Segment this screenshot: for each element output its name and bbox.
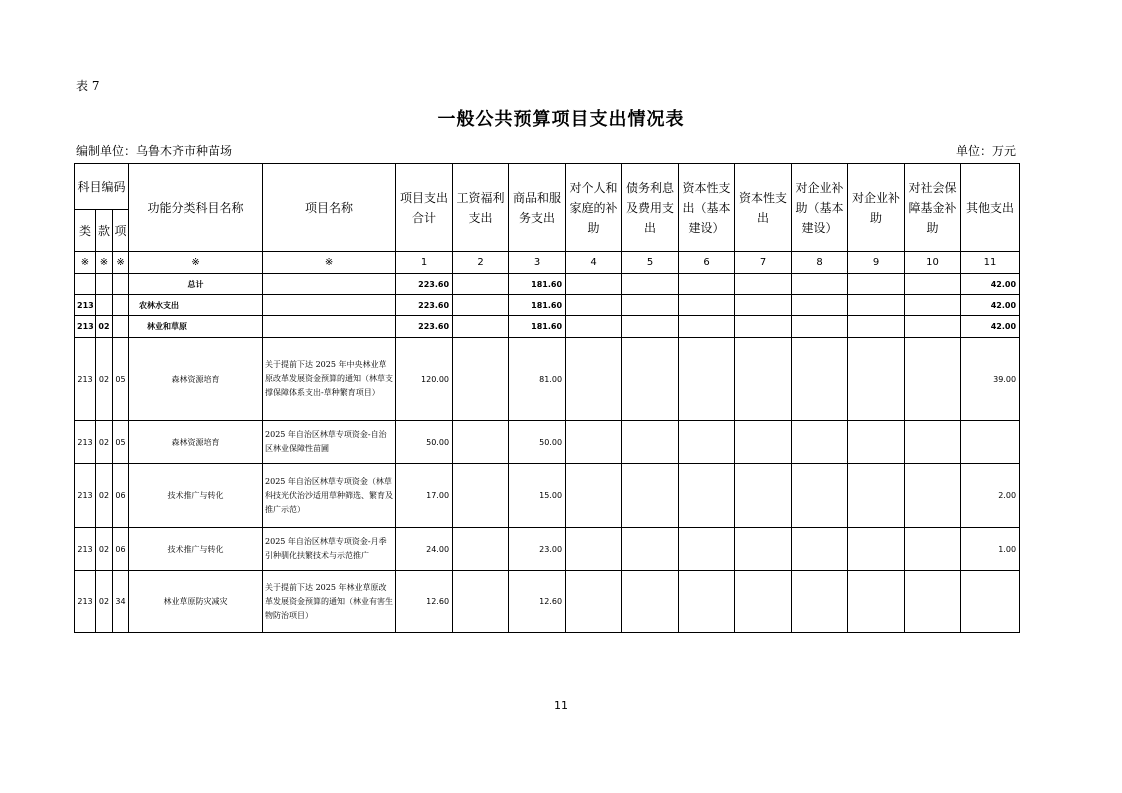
cell-col-9 [848,464,905,528]
cell-col-11: 42.00 [961,274,1020,295]
header-subject-code: 科目编码 [75,164,129,210]
cell-col-11: 42.00 [961,295,1020,316]
cell-col-6 [679,316,735,338]
cell-col-3: 181.60 [509,274,566,295]
cell-function-name: 森林资源培育 [129,338,263,421]
cell-col-9 [848,338,905,421]
cell-col-5 [622,295,679,316]
cell-col-5 [622,464,679,528]
table-row [75,338,1020,421]
cell-col-10 [905,528,961,571]
cell-xiang: 05 [113,421,129,464]
index-1: 1 [396,252,453,274]
cell-xiang: 06 [113,464,129,528]
cell-col-9 [848,274,905,295]
cell-kuan: 02 [96,421,113,464]
cell-lei: 213 [75,338,96,421]
cell-col-8 [792,316,848,338]
cell-col-7 [735,528,792,571]
cell-lei: 213 [75,316,96,338]
cell-col-2 [453,464,509,528]
cell-lei: 213 [75,421,96,464]
index-6: 6 [679,252,735,274]
header-xiang: 项 [113,210,129,252]
cell-col-8 [792,295,848,316]
cell-function-name: 森林资源培育 [129,421,263,464]
cell-col-7 [735,571,792,633]
cell-col-1: 223.60 [396,295,453,316]
cell-xiang [113,274,129,295]
cell-kuan: 02 [96,528,113,571]
cell-project-name [263,274,396,295]
cell-col-5 [622,528,679,571]
index-10: 10 [905,252,961,274]
header-function-name: 功能分类科目名称 [129,164,263,252]
organization-label: 编制单位：乌鲁木齐市种苗场 [76,144,233,158]
table-row [75,528,1020,571]
table-row [75,274,1020,295]
cell-col-10 [905,316,961,338]
cell-col-3: 50.00 [509,421,566,464]
cell-col-8 [792,571,848,633]
index-9: 9 [848,252,905,274]
cell-lei: 213 [75,295,96,316]
index-8: 8 [792,252,848,274]
index-mark: ※ [263,252,396,274]
cell-col-4 [566,464,622,528]
index-7: 7 [735,252,792,274]
cell-col-11: 42.00 [961,316,1020,338]
cell-lei: 213 [75,464,96,528]
index-5: 5 [622,252,679,274]
cell-col-1: 24.00 [396,528,453,571]
cell-col-2 [453,528,509,571]
header-lei: 类 [75,210,96,252]
header-project-name: 项目名称 [263,164,396,252]
cell-col-9 [848,528,905,571]
index-4: 4 [566,252,622,274]
header-col-11: 其他支出 [961,164,1020,252]
cell-col-3: 12.60 [509,571,566,633]
cell-col-4 [566,528,622,571]
cell-project-name: 2025 年自治区林草专项资金-自治区林业保障性苗圃 [263,421,396,464]
cell-col-10 [905,571,961,633]
cell-kuan: 02 [96,464,113,528]
cell-col-7 [735,295,792,316]
cell-col-4 [566,316,622,338]
cell-kuan: 02 [96,571,113,633]
header-col-1: 项目支出合计 [396,164,453,252]
cell-col-7 [735,274,792,295]
table-label: 表 7 [76,79,100,93]
cell-function-name: 农林水支出 [129,295,263,316]
index-3: 3 [509,252,566,274]
cell-col-2 [453,274,509,295]
cell-col-6 [679,338,735,421]
cell-col-3: 15.00 [509,464,566,528]
cell-col-11 [961,571,1020,633]
cell-col-4 [566,295,622,316]
cell-xiang [113,295,129,316]
header-col-4: 对个人和家庭的补助 [566,164,622,252]
cell-col-8 [792,338,848,421]
header-col-7: 资本性支出 [735,164,792,252]
cell-function-name: 技术推广与转化 [129,528,263,571]
cell-col-4 [566,571,622,633]
header-col-2: 工资福利支出 [453,164,509,252]
cell-col-1: 17.00 [396,464,453,528]
table-row [75,295,1020,316]
cell-col-5 [622,338,679,421]
cell-col-3: 81.00 [509,338,566,421]
cell-kuan [96,295,113,316]
page-title: 一般公共预算项目支出情况表 [437,109,685,130]
cell-function-name: 技术推广与转化 [129,464,263,528]
cell-project-name: 2025 年自治区林草专项资金（林草科技光伏治沙适用草种筛选、繁育及推广示范） [263,464,396,528]
cell-project-name [263,316,396,338]
header-col-9: 对企业补助 [848,164,905,252]
cell-col-6 [679,464,735,528]
cell-col-7 [735,464,792,528]
header-col-8: 对企业补助（基本建设） [792,164,848,252]
header-col-6: 资本性支出（基本建设） [679,164,735,252]
page-number: 11 [554,699,568,712]
cell-lei: 213 [75,528,96,571]
cell-col-9 [848,316,905,338]
header-kuan: 款 [96,210,113,252]
cell-col-7 [735,421,792,464]
index-mark: ※ [113,252,129,274]
cell-col-2 [453,316,509,338]
header-col-3: 商品和服务支出 [509,164,566,252]
cell-col-1: 223.60 [396,274,453,295]
cell-col-10 [905,274,961,295]
cell-col-2 [453,571,509,633]
cell-col-5 [622,421,679,464]
cell-col-1: 223.60 [396,316,453,338]
cell-col-5 [622,274,679,295]
cell-col-10 [905,464,961,528]
cell-kuan [96,274,113,295]
cell-col-6 [679,571,735,633]
cell-col-2 [453,421,509,464]
cell-function-name: 总计 [129,274,263,295]
cell-col-7 [735,316,792,338]
cell-xiang [113,316,129,338]
cell-xiang: 06 [113,528,129,571]
cell-col-1: 50.00 [396,421,453,464]
cell-project-name: 2025 年自治区林草专项资金-月季引种驯化扶繁技术与示范推广 [263,528,396,571]
cell-col-10 [905,295,961,316]
index-2: 2 [453,252,509,274]
cell-col-8 [792,421,848,464]
cell-col-7 [735,338,792,421]
cell-col-8 [792,528,848,571]
header-col-5: 债务利息及费用支出 [622,164,679,252]
cell-col-5 [622,571,679,633]
cell-lei: 213 [75,571,96,633]
cell-col-11: 1.00 [961,528,1020,571]
cell-xiang: 34 [113,571,129,633]
header-col-10: 对社会保障基金补助 [905,164,961,252]
cell-kuan: 02 [96,338,113,421]
cell-col-5 [622,316,679,338]
cell-col-1: 12.60 [396,571,453,633]
cell-col-9 [848,571,905,633]
cell-col-11: 2.00 [961,464,1020,528]
cell-col-2 [453,338,509,421]
table-row [75,571,1020,633]
expenditure-table [74,163,1020,633]
cell-project-name [263,295,396,316]
cell-function-name: 林业和草原 [129,316,263,338]
cell-project-name: 关于提前下达 2025 年林业草原改革发展资金预算的通知（林业有害生物防治项目） [263,571,396,633]
cell-col-2 [453,295,509,316]
cell-col-10 [905,338,961,421]
cell-col-6 [679,295,735,316]
cell-col-4 [566,421,622,464]
cell-col-3: 23.00 [509,528,566,571]
index-mark: ※ [129,252,263,274]
cell-col-6 [679,421,735,464]
cell-col-4 [566,338,622,421]
cell-col-11 [961,421,1020,464]
index-mark: ※ [75,252,96,274]
cell-col-4 [566,274,622,295]
cell-col-6 [679,528,735,571]
cell-xiang: 05 [113,338,129,421]
table-row [75,421,1020,464]
index-mark: ※ [96,252,113,274]
cell-lei [75,274,96,295]
cell-col-3: 181.60 [509,316,566,338]
cell-function-name: 林业草原防灾减灾 [129,571,263,633]
index-11: 11 [961,252,1020,274]
index-row [75,252,1020,274]
cell-col-8 [792,274,848,295]
cell-col-8 [792,464,848,528]
cell-col-6 [679,274,735,295]
unit-label: 单位：万元 [955,144,1016,158]
cell-col-1: 120.00 [396,338,453,421]
cell-kuan: 02 [96,316,113,338]
cell-col-9 [848,421,905,464]
cell-col-11: 39.00 [961,338,1020,421]
cell-col-3: 181.60 [509,295,566,316]
cell-project-name: 关于提前下达 2025 年中央林业草原改革发展资金预算的通知（林草支撑保障体系支出-草种繁育项目） [263,338,396,421]
table-row [75,316,1020,338]
cell-col-10 [905,421,961,464]
table-row [75,464,1020,528]
cell-col-9 [848,295,905,316]
